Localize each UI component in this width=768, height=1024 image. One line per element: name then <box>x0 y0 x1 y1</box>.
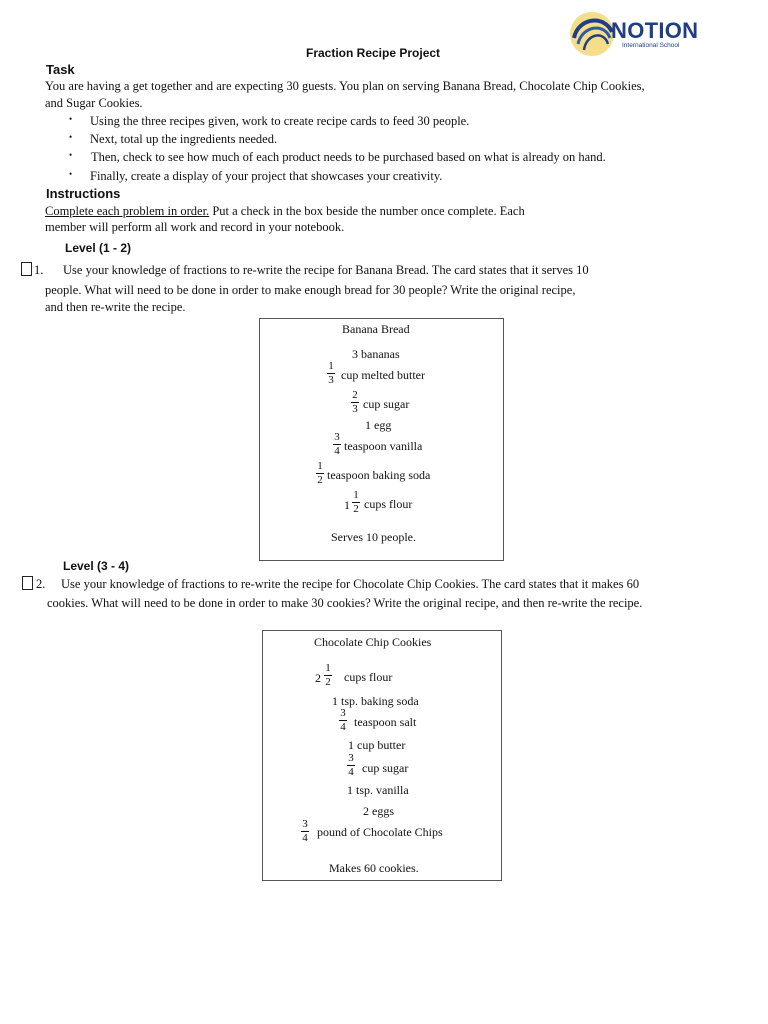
task-text-line: and Sugar Cookies. <box>45 96 143 110</box>
fraction-denominator: 4 <box>334 445 340 457</box>
recipe-ingredient: teaspoon vanilla <box>344 439 423 453</box>
recipe-ingredient: 2 eggs <box>363 804 394 818</box>
recipe-yield: Serves 10 people. <box>331 530 416 544</box>
fraction-numerator: 1 <box>353 489 359 501</box>
bullet-icon: • <box>69 132 73 142</box>
fraction <box>327 361 335 386</box>
recipe-ingredient: cups flour <box>364 497 413 511</box>
problem-number: 2. <box>36 577 46 591</box>
fraction <box>347 753 355 778</box>
fraction-denominator: 2 <box>325 676 331 688</box>
fraction-denominator: 2 <box>317 474 323 486</box>
recipe-ingredient: 3 bananas <box>352 347 400 361</box>
fraction-numerator: 3 <box>334 431 340 443</box>
recipe-ingredient: 1 egg <box>365 418 392 432</box>
fraction-denominator: 3 <box>352 403 358 415</box>
fraction <box>316 461 324 486</box>
fraction-numerator: 3 <box>348 752 354 764</box>
fraction-numerator: 3 <box>340 707 346 719</box>
recipe-ingredient: cups flour <box>344 670 393 684</box>
problem-text-line: cookies. What will need to be done in order to make 30 cookies? Write the original recipe, and then re-write the recipe. <box>47 596 643 610</box>
fraction-denominator: 3 <box>328 374 334 386</box>
bullet-icon: • <box>69 114 73 124</box>
task-bullet-text: Then, check to see how much of each product needs to be purchased based on what is already on hand. <box>91 150 606 164</box>
recipe-ingredient: 1 tsp. vanilla <box>347 783 409 797</box>
task-bullet-text: Next, total up the ingredients needed. <box>90 132 278 146</box>
fraction-numerator: 1 <box>328 360 334 372</box>
logo-subtitle: International School <box>622 42 680 49</box>
fraction-denominator: 4 <box>302 832 308 844</box>
problem-2-checkbox[interactable] <box>22 576 33 590</box>
task-text-line: You are having a get together and are expecting 30 guests. You plan on serving Banana Bread, Chocolate Chip Cookies, <box>45 79 645 93</box>
task-heading: Task <box>46 62 75 77</box>
level-label: Level (1 - 2) <box>65 241 132 255</box>
recipe-title: Chocolate Chip Cookies <box>314 635 432 649</box>
banana-bread-recipe-card <box>259 318 504 561</box>
level-label: Level (3 - 4) <box>63 559 130 573</box>
fraction <box>339 708 347 733</box>
recipe-ingredient: teaspoon baking soda <box>327 468 431 482</box>
recipe-ingredient: 1 tsp. baking soda <box>332 694 419 708</box>
school-logo <box>566 8 708 60</box>
problem-1-checkbox[interactable] <box>21 262 32 276</box>
fraction <box>301 819 309 844</box>
fraction <box>351 390 359 415</box>
bullet-icon: • <box>69 150 73 160</box>
logo-wordmark: NOTION <box>611 18 699 43</box>
recipe-title: Banana Bread <box>342 322 410 336</box>
instructions-line: member will perform all work and record in your notebook. <box>45 220 345 234</box>
fraction <box>352 490 360 515</box>
fraction-numerator: 2 <box>352 389 358 401</box>
problem-text-line: and then re-write the recipe. <box>45 300 186 314</box>
recipe-ingredient: 1 cup butter <box>348 738 406 752</box>
instructions-rest: Put a check in the box beside the number once complete. Each <box>209 204 525 218</box>
fraction-numerator: 1 <box>317 460 323 472</box>
bullet-icon: • <box>69 169 73 179</box>
chocolate-chip-cookies-recipe-card <box>262 630 502 881</box>
fraction-denominator: 4 <box>348 766 354 778</box>
instructions-line <box>45 204 525 219</box>
instructions-underlined: Complete each problem in order. <box>45 204 210 218</box>
instructions-heading: Instructions <box>46 186 121 201</box>
fraction-denominator: 4 <box>340 721 346 733</box>
fraction <box>324 663 332 688</box>
page-title: Fraction Recipe Project <box>306 46 441 60</box>
fraction-numerator: 1 <box>325 662 331 674</box>
fraction-denominator: 2 <box>353 503 359 515</box>
recipe-ingredient: cup melted butter <box>341 368 425 382</box>
recipe-ingredient: teaspoon salt <box>354 715 417 729</box>
fraction <box>333 432 341 457</box>
recipe-ingredient: cup sugar <box>362 761 409 775</box>
problem-text-line: Use your knowledge of fractions to re-write the recipe for Banana Bread. The card states that it serves 10 <box>63 263 589 277</box>
problem-text-line: Use your knowledge of fractions to re-write the recipe for Chocolate Chip Cookies. The card states that it makes 60 <box>61 577 640 591</box>
task-bullet-text: Finally, create a display of your project that showcases your creativity. <box>90 169 443 183</box>
recipe-ingredient: pound of Chocolate Chips <box>317 825 443 839</box>
recipe-yield: Makes 60 cookies. <box>329 861 419 875</box>
problem-text-line: people. What will need to be done in order to make enough bread for 30 people? Write the original recipe, <box>45 283 576 297</box>
task-bullet-text: Using the three recipes given, work to create recipe cards to feed 30 people. <box>90 114 470 128</box>
whole-number: 1 <box>344 498 350 512</box>
fraction-numerator: 3 <box>302 818 308 830</box>
problem-number: 1. <box>34 263 44 277</box>
recipe-ingredient: cup sugar <box>363 397 410 411</box>
whole-number: 2 <box>315 671 321 685</box>
